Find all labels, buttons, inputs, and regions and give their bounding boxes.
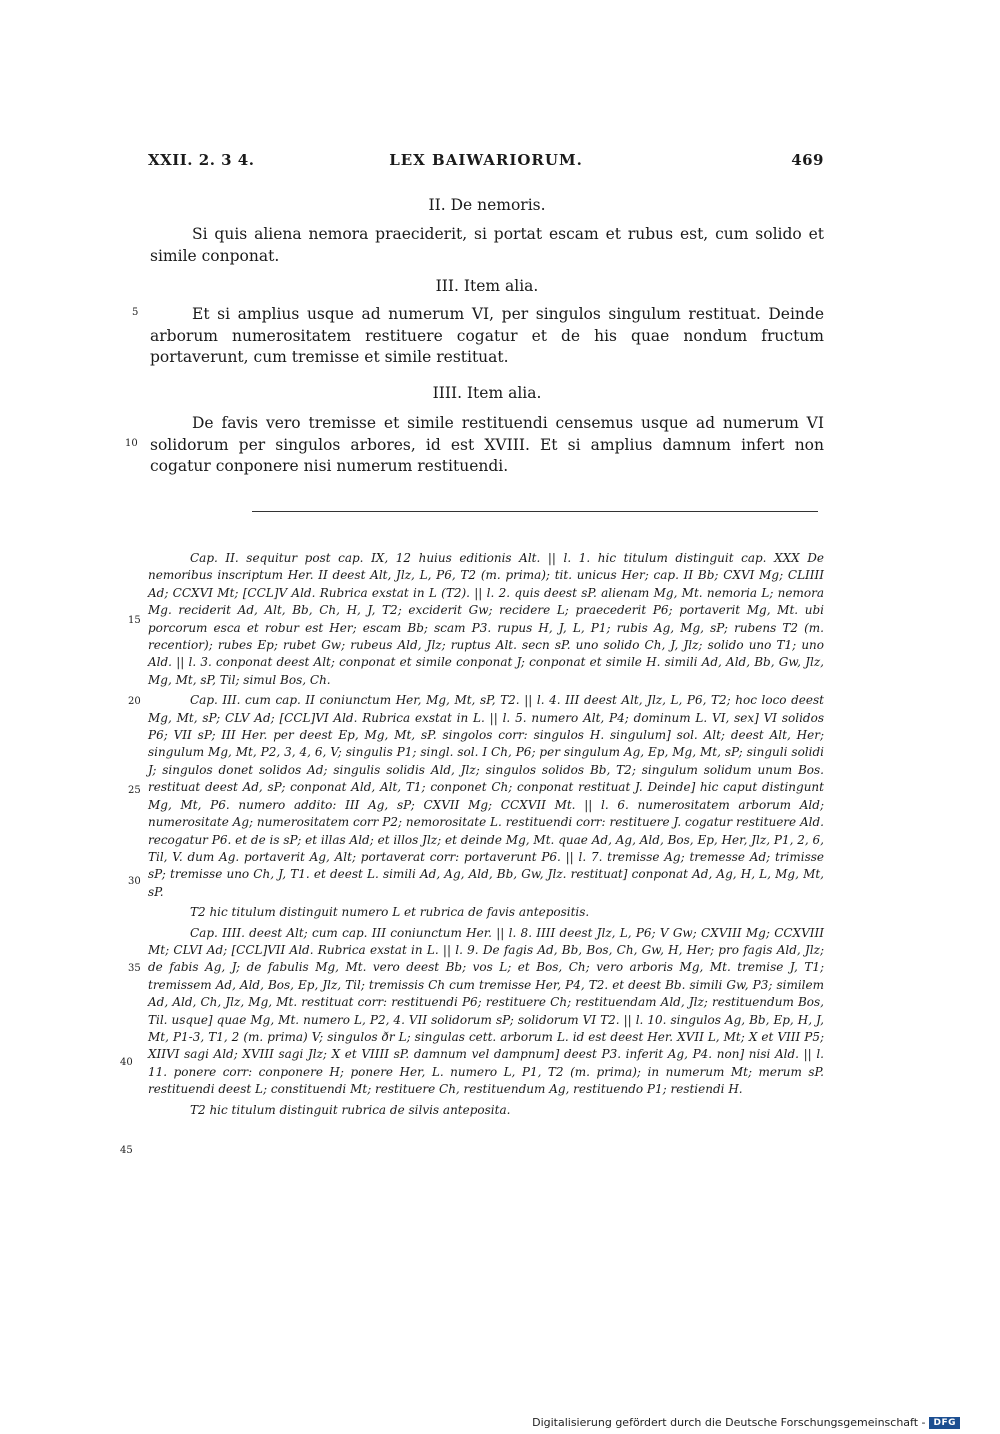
line-number: 35: [128, 963, 141, 974]
running-header: [148, 151, 824, 173]
note-cap-3: Cap. III. cum cap. II coniunctum Her, Mg, Mt, sP, T2. || l. 4. III deest Alt, Jlz, L, P6, T2; hoc loco deest Mg, Mt, sP; CLV Ad; [CCL]VI Ald. Rubrica exstat in L. || l. 5. numero Alt, P4; dominum L. VI, sex] VI solidos P6; VII sP; III Her. per deest Ep, Mg, Mt, sP. singolos corr: singulos H. singulum] sol. Alt; deest Alt, Her; singulum Mg, Mt, P2, 3, 4, 6, V; singulis P1; singl. sol. I Ch, P6; per singulum Ag, Ep, Mg, Mt, sP; singuli solidi J; singulos donet solidos Ad; singulis solidis Ald, Jlz; singulos solidos Bb, T2; singulum solidum unum Bos. restituat deest Ad, sP; conponat Ald, Alt, T1; conponet Ch; conponat restituat J. Deinde] hic caput distingunt Mg, Mt, P6. numero addito: III Ag, sP; CXVII Mg; CCXVII Mt. || l. 6. numerositatem arborum Ald; numerositate Ag; numerositatem corr P2; nemorositate L. restituendi corr: restituere J. cogatur restituere Ald. recogatur P6. et de is sP; et illas Ald; et illos Jlz; et deinde Mg, Mt. quae Ad, Ag, Ald, Bos, Ep, Her, Jlz, P1, 2, 6, Til, V. dum Ag. portaverit Ag, Alt; portaverat corr: portaverunt P6. || l. 7. tremisse Ag; tremesse Ad; trimisse sP; tremisse uno Ch, J, T1. et deest L. simili Ad, Ag, Ald, Bb, Gw, Jlz. restituat] conponat Ad, Ag, H, L, Mg, Mt, sP.: [148, 693, 824, 899]
line-number: 30: [128, 876, 141, 887]
section-body-4: [150, 413, 824, 478]
section-title-2: II. De nemoris.: [428, 196, 546, 214]
section-body-3: [150, 304, 824, 369]
header-chapter-ref: XXII. 2. 3 4.: [148, 151, 255, 169]
line-number: 10: [125, 438, 138, 449]
digitization-credit: [532, 1416, 960, 1429]
line-number: 45: [120, 1145, 133, 1156]
note-cap-2: Cap. II. sequitur post cap. IX, 12 huius editionis Alt. || l. 1. hic titulum distinguit cap. XXX De nemoribus inscriptum Her. II deest Alt, Jlz, L, P6, T2 (m. prima); tit. unicus Her; cap. II Bb; CXVI Mg; CLIIII Ad; CCXVI Mt; [CCL]V Ald. Rubrica exstat in L (T2). || l. 2. quis deest sP. alienam Mg, Mt. nemoria L; nemora Mg. reciderit Ad, Alt, Bb, Ch, H, J, T2; exciderit Gw; recidere L; praecederit P6; portaverit Mg, Mt. ubi porcorum esca et robur est Her; escam Bb; scam P3. rupus H, J, L, P1; rubis Ag, Mg, sP; rubens T2 (m. recentior); rubes Ep; rubet Gw; rubeus Ald, Jlz; ruptus Alt. secn sP. uno solido Ch, J, Jlz; solido uno T1; uno Ald. || l. 3. conponat deest Alt; conponat et simile conponat J; conponat et simile H. simili Ad, Ald, Bb, Gw, Jlz, Mg, Mt, sP, Til; simul Bos, Ch.: [148, 551, 824, 687]
section-title-4: IIII. Item alia.: [432, 384, 542, 402]
line-number: 20: [128, 696, 141, 707]
line-number: 15: [128, 615, 141, 626]
section-title-3: III. Item alia.: [435, 277, 539, 295]
footnote-separator-gap: [228, 511, 252, 512]
dfg-logo-icon: DFG: [929, 1417, 960, 1429]
header-title: LEX BAIWARIORUM.: [389, 151, 583, 169]
section-text-2: Si quis aliena nemora praeciderit, si portat escam et rubus est, cum solido et simile conponat.: [150, 225, 824, 265]
line-number: 25: [128, 785, 141, 796]
section-text-3: Et si amplius usque ad numerum VI, per singulos singulum restituat. Deinde arborum numerositatem restituere cogatur et de his quae nondum fructum portaverunt, cum tremisse et simile restituat.: [150, 305, 824, 366]
credit-text: Digitalisierung gefördert durch die Deutsche Forschungsgemeinschaft -: [532, 1416, 926, 1429]
apparatus-criticus: [148, 550, 824, 1122]
note-t2-silvis: T2 hic titulum distinguit rubrica de silvis anteposita.: [190, 1102, 511, 1117]
section-text-4: De favis vero tremisse et simile restituendi censemus usque ad numerum VI solidorum per singulos arbores, id est XVIII. Et si amplius damnum infert non cogatur conponere nisi numerum restituendi.: [150, 414, 824, 475]
footnote-separator: [228, 511, 818, 512]
page-number: 469: [791, 151, 824, 169]
line-number: 40: [120, 1057, 133, 1068]
note-cap-4: Cap. IIII. deest Alt; cum cap. III coniunctum Her. || l. 8. IIII deest Jlz, L, P6; V Gw; CXVIII Mg; CCXVIII Mt; CLVI Ad; [CCL]VII Ald. Rubrica exstat in L. || l. 9. De fagis Ad, Bb, Bos, Ch, Gw, H, Her; pro fagis Ald, Jlz; de fabis Ag, J; de fabulis Mg, Mt. vero deest Bb; vos L; et Bos, Ch; vero arboris Mg, Mt. tremise J, T1; tremissem Ad, Ald, Bos, Ep, Jlz, Til; tremissis Ch cum tremisse Her, P4, T2. et deest Bb. simili Gw, P3; similem Ad, Ald, Ch, Jlz, Mg, Mt. restituat corr: restituendi P6; restituere Ch; restituendam Ald, Jlz; restituendum Bos, Til. usque] quae Mg, Mt. numero L, P2, 4. VII solidorum sP; solidorum VI T2. || l. 10. singulos Ag, Bb, Ep, H, J, Mt, P1-3, T1, 2 (m. prima) V; singulos ðr L; singulas cett. arborum L. id est deest Her. XVII L, Mt; X et VIII P5; XIIVI sagi Ald; XVIII sagi Jlz; X et VIIII sP. damnum vel dampnum] deest P3. inferit Ag, P4. non] nisi Ald. || l. 11. ponere corr: conponere H; ponere Her, L. numero L, P1, T2 (m. prima); in numerum Mt; merum sP. restituendi deest L; constituendi Mt; restituere Ch, restituendum Ag, restituendo P1; restiendi H.: [148, 925, 824, 1097]
line-number: 5: [132, 307, 139, 318]
section-body-2: [150, 224, 824, 267]
note-t2-favis: T2 hic titulum distinguit numero L et rubrica de favis antepositis.: [190, 905, 590, 920]
